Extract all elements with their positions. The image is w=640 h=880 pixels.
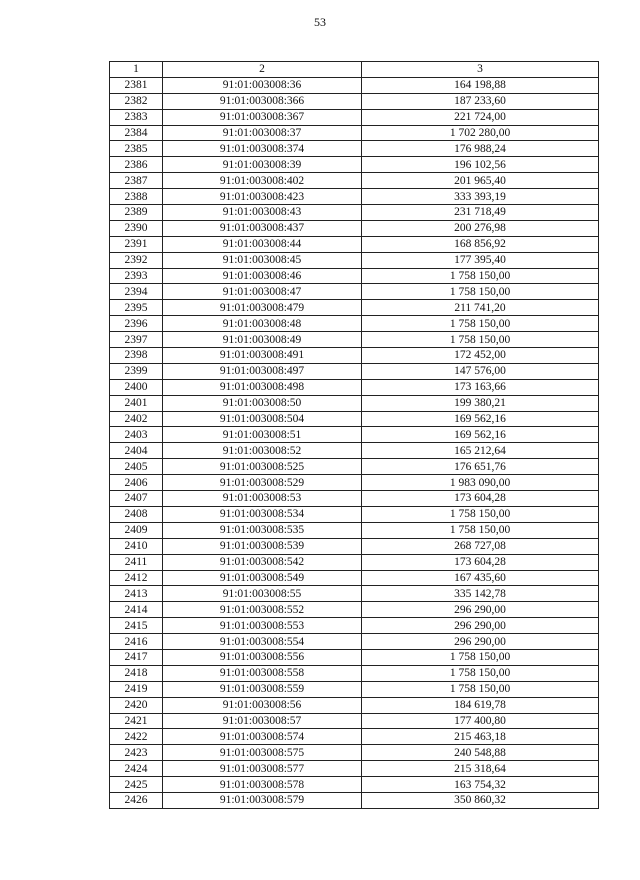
value-cell: 177 395,40 [362, 252, 599, 268]
value-cell: 201 965,40 [362, 173, 599, 189]
cadastral-number-cell: 91:01:003008:579 [163, 792, 362, 808]
table-row [110, 236, 599, 252]
cadastral-number-cell: 91:01:003008:51 [163, 427, 362, 443]
table-row [110, 459, 599, 475]
row-number-cell: 2401 [110, 395, 163, 411]
table-row [110, 697, 599, 713]
value-cell: 172 452,00 [362, 348, 599, 364]
table-row [110, 538, 599, 554]
row-number-cell: 2421 [110, 713, 163, 729]
row-number-cell: 2394 [110, 284, 163, 300]
value-cell: 169 562,16 [362, 411, 599, 427]
value-cell: 240 548,88 [362, 745, 599, 761]
value-cell: 296 290,00 [362, 602, 599, 618]
row-number-cell: 2386 [110, 157, 163, 173]
table-row [110, 205, 599, 221]
table-row [110, 792, 599, 808]
value-cell: 1 983 090,00 [362, 475, 599, 491]
table-row [110, 332, 599, 348]
value-cell: 268 727,08 [362, 538, 599, 554]
row-number-cell: 2398 [110, 348, 163, 364]
table-row [110, 268, 599, 284]
row-number-cell: 2411 [110, 554, 163, 570]
table-row [110, 491, 599, 507]
column-header: 3 [362, 62, 599, 78]
cadastral-number-cell: 91:01:003008:37 [163, 125, 362, 141]
table-row [110, 157, 599, 173]
row-number-cell: 2392 [110, 252, 163, 268]
table-row [110, 220, 599, 236]
table-row [110, 252, 599, 268]
row-number-cell: 2418 [110, 665, 163, 681]
value-cell: 296 290,00 [362, 618, 599, 634]
value-cell: 1 758 150,00 [362, 284, 599, 300]
cadastral-number-cell: 91:01:003008:497 [163, 363, 362, 379]
cadastral-number-cell: 91:01:003008:48 [163, 316, 362, 332]
value-cell: 1 758 150,00 [362, 506, 599, 522]
row-number-cell: 2384 [110, 125, 163, 141]
table-row [110, 109, 599, 125]
row-number-cell: 2404 [110, 443, 163, 459]
cadastral-number-cell: 91:01:003008:549 [163, 570, 362, 586]
table-row [110, 745, 599, 761]
table-row [110, 77, 599, 93]
cadastral-number-cell: 91:01:003008:535 [163, 522, 362, 538]
cadastral-number-cell: 91:01:003008:39 [163, 157, 362, 173]
row-number-cell: 2388 [110, 189, 163, 205]
value-cell: 221 724,00 [362, 109, 599, 125]
row-number-cell: 2424 [110, 761, 163, 777]
value-cell: 333 393,19 [362, 189, 599, 205]
table-row [110, 665, 599, 681]
cadastral-number-cell: 91:01:003008:554 [163, 634, 362, 650]
value-cell: 211 741,20 [362, 300, 599, 316]
value-cell: 147 576,00 [362, 363, 599, 379]
cadastral-number-cell: 91:01:003008:52 [163, 443, 362, 459]
cadastral-number-cell: 91:01:003008:539 [163, 538, 362, 554]
row-number-cell: 2405 [110, 459, 163, 475]
value-cell: 1 758 150,00 [362, 649, 599, 665]
cadastral-number-cell: 91:01:003008:498 [163, 379, 362, 395]
value-cell: 215 463,18 [362, 729, 599, 745]
value-cell: 163 754,32 [362, 777, 599, 793]
row-number-cell: 2381 [110, 77, 163, 93]
row-number-cell: 2389 [110, 205, 163, 221]
table-row [110, 681, 599, 697]
table-row [110, 141, 599, 157]
cadastral-number-cell: 91:01:003008:53 [163, 491, 362, 507]
cadastral-number-cell: 91:01:003008:47 [163, 284, 362, 300]
table-header [110, 62, 599, 78]
cadastral-number-cell: 91:01:003008:43 [163, 205, 362, 221]
row-number-cell: 2391 [110, 236, 163, 252]
row-number-cell: 2400 [110, 379, 163, 395]
column-header: 1 [110, 62, 163, 78]
value-cell: 1 758 150,00 [362, 268, 599, 284]
value-cell: 176 988,24 [362, 141, 599, 157]
value-cell: 1 702 280,00 [362, 125, 599, 141]
value-cell: 215 318,64 [362, 761, 599, 777]
cadastral-number-cell: 91:01:003008:575 [163, 745, 362, 761]
table-row [110, 729, 599, 745]
cadastral-number-cell: 91:01:003008:402 [163, 173, 362, 189]
table-row [110, 300, 599, 316]
row-number-cell: 2403 [110, 427, 163, 443]
row-number-cell: 2413 [110, 586, 163, 602]
row-number-cell: 2408 [110, 506, 163, 522]
row-number-cell: 2420 [110, 697, 163, 713]
cadastral-number-cell: 91:01:003008:44 [163, 236, 362, 252]
cadastral-number-cell: 91:01:003008:50 [163, 395, 362, 411]
row-number-cell: 2383 [110, 109, 163, 125]
row-number-cell: 2390 [110, 220, 163, 236]
cadastral-number-cell: 91:01:003008:46 [163, 268, 362, 284]
table-row [110, 316, 599, 332]
table-body [110, 77, 599, 808]
cadastral-number-cell: 91:01:003008:36 [163, 77, 362, 93]
table-row [110, 284, 599, 300]
value-cell: 167 435,60 [362, 570, 599, 586]
row-number-cell: 2396 [110, 316, 163, 332]
cadastral-number-cell: 91:01:003008:529 [163, 475, 362, 491]
table-row [110, 554, 599, 570]
table-row [110, 443, 599, 459]
table-row [110, 125, 599, 141]
registry-table [109, 61, 599, 809]
row-number-cell: 2417 [110, 649, 163, 665]
cadastral-number-cell: 91:01:003008:578 [163, 777, 362, 793]
cadastral-number-cell: 91:01:003008:491 [163, 348, 362, 364]
value-cell: 173 604,28 [362, 491, 599, 507]
value-cell: 1 758 150,00 [362, 665, 599, 681]
cadastral-number-cell: 91:01:003008:49 [163, 332, 362, 348]
row-number-cell: 2419 [110, 681, 163, 697]
row-number-cell: 2399 [110, 363, 163, 379]
cadastral-number-cell: 91:01:003008:366 [163, 93, 362, 109]
cadastral-number-cell: 91:01:003008:504 [163, 411, 362, 427]
row-number-cell: 2422 [110, 729, 163, 745]
cadastral-number-cell: 91:01:003008:45 [163, 252, 362, 268]
cadastral-number-cell: 91:01:003008:56 [163, 697, 362, 713]
table-row [110, 777, 599, 793]
row-number-cell: 2393 [110, 268, 163, 284]
value-cell: 169 562,16 [362, 427, 599, 443]
table-row [110, 411, 599, 427]
row-number-cell: 2426 [110, 792, 163, 808]
table-row [110, 761, 599, 777]
row-number-cell: 2410 [110, 538, 163, 554]
table-row [110, 475, 599, 491]
header-row [110, 62, 599, 78]
cadastral-number-cell: 91:01:003008:559 [163, 681, 362, 697]
cadastral-number-cell: 91:01:003008:423 [163, 189, 362, 205]
table-row [110, 602, 599, 618]
table-row [110, 395, 599, 411]
row-number-cell: 2414 [110, 602, 163, 618]
cadastral-number-cell: 91:01:003008:577 [163, 761, 362, 777]
row-number-cell: 2406 [110, 475, 163, 491]
row-number-cell: 2423 [110, 745, 163, 761]
value-cell: 164 198,88 [362, 77, 599, 93]
table-row [110, 522, 599, 538]
cadastral-number-cell: 91:01:003008:525 [163, 459, 362, 475]
row-number-cell: 2385 [110, 141, 163, 157]
table-row [110, 618, 599, 634]
table-row [110, 363, 599, 379]
value-cell: 1 758 150,00 [362, 332, 599, 348]
row-number-cell: 2409 [110, 522, 163, 538]
row-number-cell: 2412 [110, 570, 163, 586]
value-cell: 176 651,76 [362, 459, 599, 475]
cadastral-number-cell: 91:01:003008:553 [163, 618, 362, 634]
value-cell: 165 212,64 [362, 443, 599, 459]
cadastral-number-cell: 91:01:003008:556 [163, 649, 362, 665]
table-row [110, 189, 599, 205]
page-number: 53 [314, 15, 326, 29]
value-cell: 173 604,28 [362, 554, 599, 570]
value-cell: 177 400,80 [362, 713, 599, 729]
table-row [110, 348, 599, 364]
value-cell: 199 380,21 [362, 395, 599, 411]
table-row [110, 93, 599, 109]
row-number-cell: 2397 [110, 332, 163, 348]
table-row [110, 379, 599, 395]
cadastral-number-cell: 91:01:003008:552 [163, 602, 362, 618]
row-number-cell: 2395 [110, 300, 163, 316]
value-cell: 184 619,78 [362, 697, 599, 713]
cadastral-number-cell: 91:01:003008:534 [163, 506, 362, 522]
cadastral-number-cell: 91:01:003008:367 [163, 109, 362, 125]
table-row [110, 713, 599, 729]
cadastral-number-cell: 91:01:003008:55 [163, 586, 362, 602]
value-cell: 1 758 150,00 [362, 522, 599, 538]
cadastral-number-cell: 91:01:003008:57 [163, 713, 362, 729]
value-cell: 200 276,98 [362, 220, 599, 236]
row-number-cell: 2382 [110, 93, 163, 109]
table-row [110, 427, 599, 443]
table-row [110, 506, 599, 522]
table-row [110, 649, 599, 665]
table-row [110, 173, 599, 189]
table-row [110, 570, 599, 586]
table-row [110, 634, 599, 650]
value-cell: 231 718,49 [362, 205, 599, 221]
value-cell: 173 163,66 [362, 379, 599, 395]
table-row [110, 586, 599, 602]
value-cell: 1 758 150,00 [362, 681, 599, 697]
value-cell: 350 860,32 [362, 792, 599, 808]
value-cell: 296 290,00 [362, 634, 599, 650]
row-number-cell: 2407 [110, 491, 163, 507]
cadastral-number-cell: 91:01:003008:574 [163, 729, 362, 745]
cadastral-number-cell: 91:01:003008:437 [163, 220, 362, 236]
row-number-cell: 2402 [110, 411, 163, 427]
row-number-cell: 2416 [110, 634, 163, 650]
value-cell: 168 856,92 [362, 236, 599, 252]
value-cell: 187 233,60 [362, 93, 599, 109]
row-number-cell: 2415 [110, 618, 163, 634]
cadastral-number-cell: 91:01:003008:479 [163, 300, 362, 316]
row-number-cell: 2425 [110, 777, 163, 793]
value-cell: 335 142,78 [362, 586, 599, 602]
column-header: 2 [163, 62, 362, 78]
cadastral-number-cell: 91:01:003008:558 [163, 665, 362, 681]
value-cell: 196 102,56 [362, 157, 599, 173]
cadastral-number-cell: 91:01:003008:374 [163, 141, 362, 157]
row-number-cell: 2387 [110, 173, 163, 189]
value-cell: 1 758 150,00 [362, 316, 599, 332]
cadastral-number-cell: 91:01:003008:542 [163, 554, 362, 570]
